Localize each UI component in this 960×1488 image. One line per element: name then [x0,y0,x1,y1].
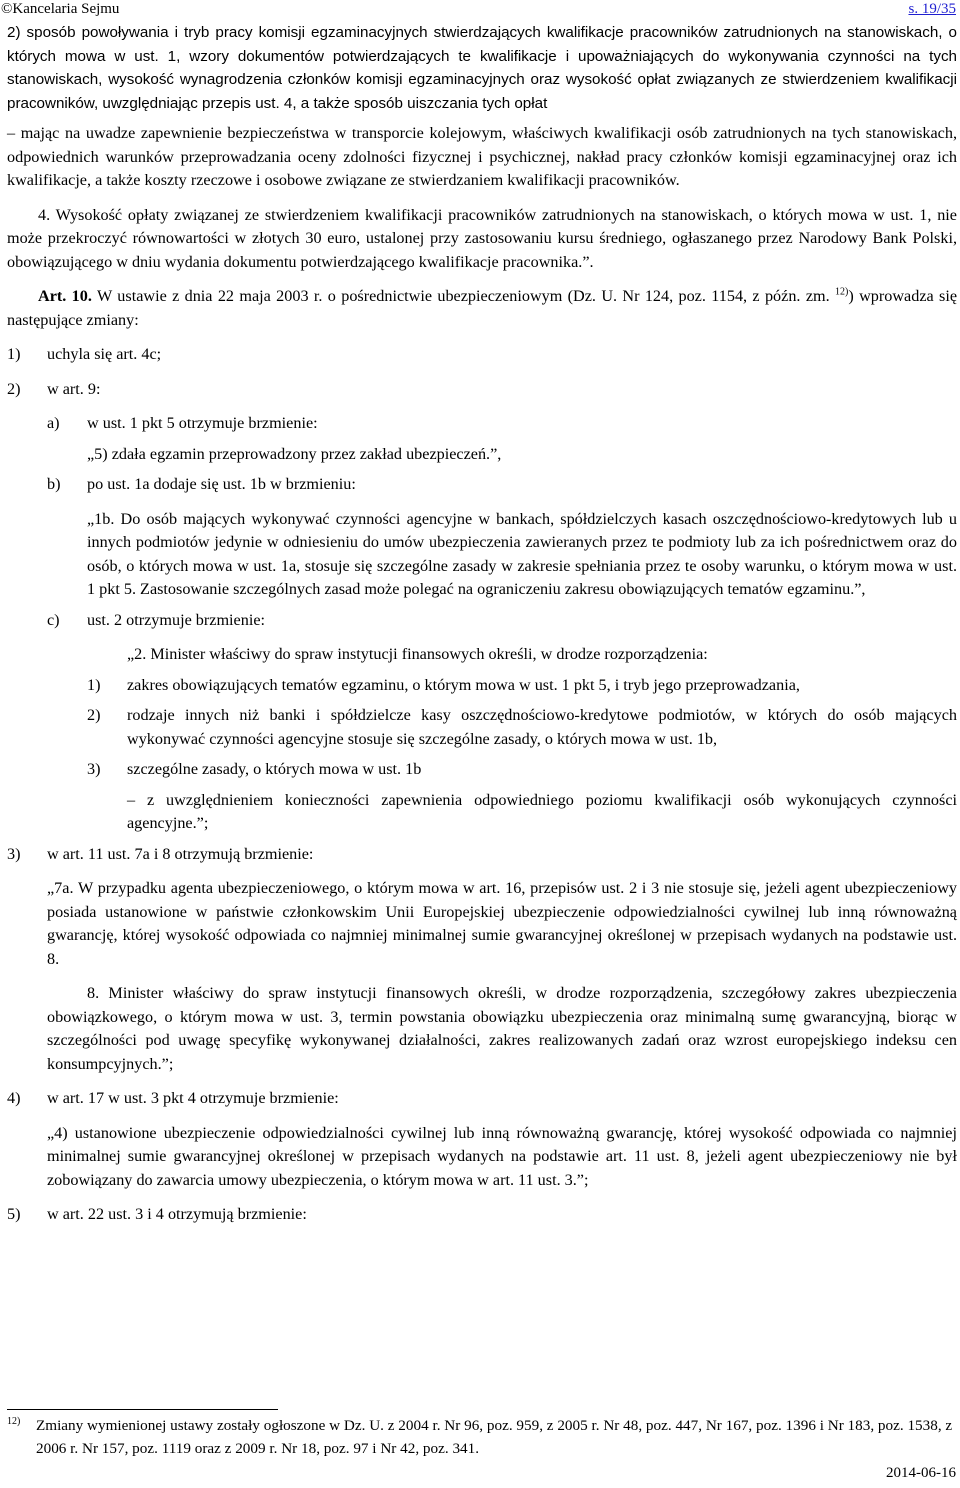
list-item [7,378,957,402]
item-text: w art. 9: [47,379,101,398]
point-number: 3) [87,760,101,778]
list-item [7,843,957,867]
subitem-letter: a) [47,414,60,432]
list-item [7,1087,957,1111]
quoted-point [87,704,957,751]
item-number: 4) [7,1089,21,1107]
item-number: 3) [7,844,21,863]
subitem-text: po ust. 1a dodaje się ust. 1b w brzmieniu: [87,475,356,493]
document-date: 2014-06-16 [886,1465,956,1481]
article-label: Art. 10. [38,287,92,305]
quoted-dash-clause: – z uwzględnieniem konieczności zapewnienia odpowiedniego poziomu kwalifikacji osób wykonujących czynności agencyjne.”; [127,790,957,832]
subitem-letter: b) [47,475,61,493]
list-subitem [47,412,957,436]
item-text: w art. 11 ust. 7a i 8 otrzymują brzmienie: [47,844,314,863]
point-text: zakres obowiązujących tematów egzaminu, o którym mowa w ust. 1 pkt 5, i tryb jego przeprowadzania, [127,675,800,694]
quoted-provision: 8. Minister właściwy do spraw instytucji finansowych określi, w drodze rozporządzenia, szczegółowy zakres ubezpieczenia obowiązkowego, o którym mowa w ust. 3, termin powstania obowiązku ubezpieczenia oraz minimalną sumę gwarancyjną, biorąc w szczególności pod uwagę specyfikę wykonywanej działalności, zakres realizowanych zadań oraz wzrost europejskiego indeksu cen konsumpcyjnych.”; [47,984,957,1073]
item-text: w art. 17 w ust. 3 pkt 4 otrzymuje brzmienie: [47,1089,339,1107]
subitem-text: ust. 2 otrzymuje brzmienie: [87,610,266,629]
footnote [7,1414,957,1460]
point-text: rodzaje innych niż banki i spółdzielcze kasy oszczędnościowo-kredytowe podmiotów, w których do osób mających wykonywać czynności agencyjne stosuje się szczególne zasady, o których mowa w ust. 1b, [127,706,957,748]
copyright-label: ©Kancelaria Sejmu [1,1,120,17]
quoted-provision: „4) ustanowione ubezpieczenie odpowiedzialności cywilnej lub inną równoważną gwarancję, której wysokość odpowiada co najmniej minimalnej sumie gwarancyjnej określonej w przepisach wydanych na podstawie art. 11 ust. 8, jeżeli agent ubezpieczeniowy nie był zobowiązany do zawarcia umowy ubezpieczenia, o którym mowa w art. 11 ust. 3.”; [47,1123,957,1189]
quoted-provision: „7a. W przypadku agenta ubezpieczeniowego, o którym mowa w art. 16, przepisów ust. 2 i 3 nie stosuje się, jeżeli agent ubezpieczeniowy posiada ustanowione w państwie członkowskim Unii Europejskiej ubezpieczenie odpowiedzialności cywilnej lub inną równoważną gwarancję, której wysokość odpowiada co najmniej minimalnej sumie gwarancyjnej określonej w przepisach wydanych na podstawie ust. 8. [47,879,957,968]
item-text: uchyla się art. 4c; [47,345,162,363]
quoted-provision: „5) zdała egzamin przeprowadzony przez zakład ubezpieczeń.”, [87,444,502,463]
quoted-point [87,674,957,698]
point-number: 1) [87,675,101,694]
article-text: W ustawie z dnia 22 maja 2003 r. o pośrednictwie ubezpieczeniowym (Dz. U. Nr 124, poz. 1154, z późn. zm. [96,287,830,305]
item-number: 1) [7,345,21,363]
quoted-provision: „1b. Do osób mających wykonywać czynności agencyjne w bankach, spółdzielczych kasach oszczędnościowo-kredytowych lub u innych podmiotów jedynie w odniesieniu do umów ubezpieczenia zawieranych przez te podmioty lub za ich pośrednictwem oraz do osób, o których mowa w ust. 1a, stosuje się szczególne zasady w zakresie spełniania przez te osoby warunku, o którym mowa w ust. 1 pkt 5. Zastosowanie szczególnych zasad może polegać na ograniczeniu zakresu obowiązujących tematów egzaminu.”, [87,509,957,598]
document-body [7,21,957,1227]
article-10 [7,285,957,332]
paragraph-wysokosc-oplaty: 4. Wysokość opłaty związanej ze stwierdzeniem kwalifikacji pracowników zatrudnionych na stanowiskach, o których mowa w ust. 1, nie może przekroczyć równowartości w złotych 30 euro, ustalonej przy zastosowaniu kursu średniego, ogłaszanego przez Narodowy Bank Polski, obowiązującego w dniu wydania dokumentu potwierdzającego kwalifikacje pracownika.”. [7,205,957,271]
quoted-point [87,758,957,782]
item-text: w art. 22 ust. 3 i 4 otrzymują brzmienie: [47,1205,307,1223]
point-number: 2) [87,706,101,724]
quoted-provision: „2. Minister właściwy do spraw instytucji finansowych określi, w drodze rozporządzenia: [127,645,708,663]
footnote-text: Zmiany wymienionej ustawy zostały ogłoszone w Dz. U. z 2004 r. Nr 96, poz. 959, z 2005 r. Nr 48, poz. 447, Nr 167, poz. 1396 i Nr 183, poz. 1538, z 2006 r. Nr 157, poz. 1119 oraz z 2009 r. Nr 18, poz. 97 i Nr 42, poz. 341. [36,1417,953,1457]
footnote-ref[interactable]: 12) [835,286,849,298]
list-subitem [47,609,957,633]
list-subitem [47,473,957,497]
paragraph-sposob: 2) sposób powoływania i tryb pracy komisji egzaminacyjnych stwierdzających kwalifikacje pracowników zatrudnionych na stanowiskach, o których mowa w ust. 1, wzory dokumentów potwierdzających te kwalifikacje i upoważniających do wykonywania czynności na tych stanowiskach, wysokość wynagrodzenia członków komisji egzaminacyjnych oraz wysokość opłat związanych ze stwierdzeniem kwalifikacji pracowników, uwzględniając przepis ust. 4, a także sposób uiszczania tych opłat [7,24,957,112]
list-item [7,1203,957,1227]
item-number: 5) [7,1205,21,1223]
subitem-text: w ust. 1 pkt 5 otrzymuje brzmienie: [87,414,318,432]
point-text: szczególne zasady, o których mowa w ust. 1b [127,760,422,778]
list-item [7,343,957,367]
footnote-number: 12) [7,1415,21,1427]
paragraph-majac-na-uwadze: – mając na uwadze zapewnienie bezpieczeństwa w transporcie kolejowym, właściwych kwalifikacji osób zatrudnionych na tych stanowiskach, odpowiednich warunków przeprowadzania oceny zdolności fizycznej i psychicznej, nakład pracy członków komisji egzaminacyjnej oraz ich kwalifikacje, a także koszty rzeczowe i osobowe związane ze stwierdzaniem kwalifikacji pracowników. [7,124,957,189]
page-header [0,0,960,20]
article-tail: ) wprowadza się następujące zmiany: [7,287,958,329]
footnote-divider [7,1409,278,1410]
item-number: 2) [7,379,21,398]
page-number-link[interactable]: s. 19/35 [908,1,956,17]
subitem-letter: c) [47,610,60,629]
